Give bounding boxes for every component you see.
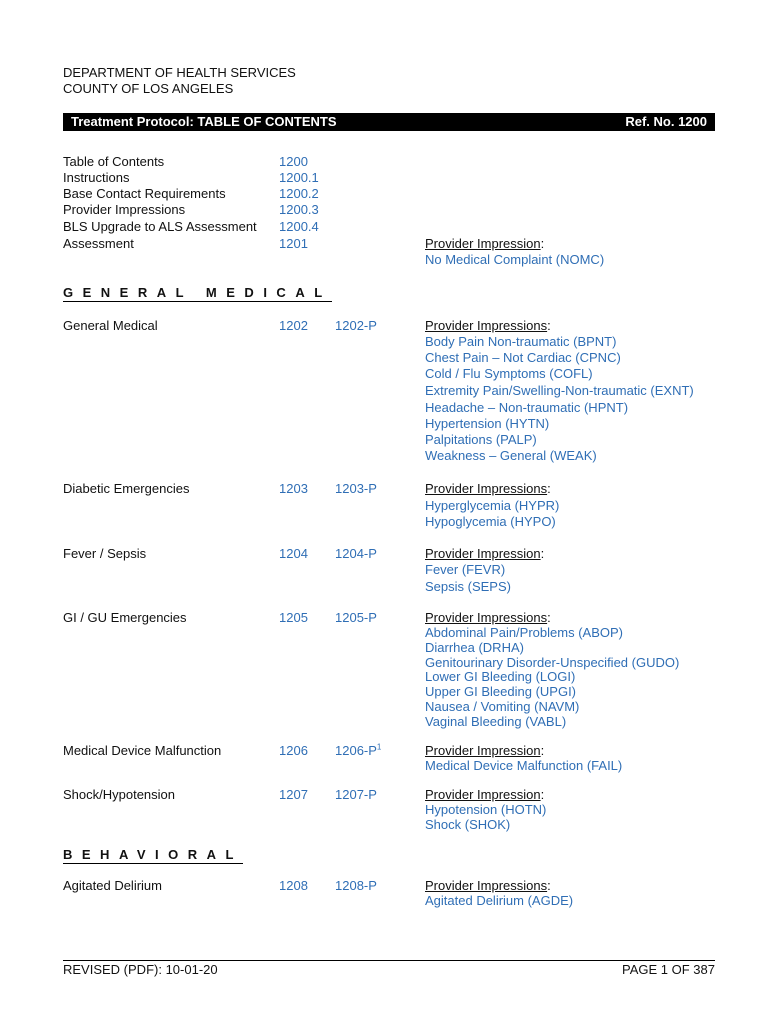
intro-ref-link[interactable]: 1200.4 [279,219,319,234]
department-name: DEPARTMENT OF HEALTH SERVICES [63,65,296,80]
provider-impression-heading: Provider Impressions: [425,318,551,333]
title-bar [63,113,715,131]
protocol-label: General Medical [63,318,158,333]
provider-impression-link[interactable]: Genitourinary Disorder-Unspecified (GUDO) [425,655,680,670]
provider-impression-heading: Provider Impression: [425,743,545,758]
provider-impression-link[interactable]: Chest Pain – Not Cardiac (CPNC) [425,350,621,365]
pediatric-ref-link[interactable]: 1203-P [335,481,377,496]
protocol-label: Medical Device Malfunction [63,743,222,758]
provider-impression-heading: Provider Impression: [425,787,545,802]
provider-impression-link[interactable]: Nausea / Vomiting (NAVM) [425,699,580,714]
intro-ref-link[interactable]: 1200 [279,154,308,169]
provider-impression-link[interactable]: Hypotension (HOTN) [425,802,547,817]
provider-impression-link[interactable]: Hypoglycemia (HYPO) [425,514,556,529]
provider-impression-link[interactable]: Agitated Delirium (AGDE) [425,893,574,908]
protocol-ref-link[interactable]: 1205 [279,610,308,625]
protocol-ref-link[interactable]: 1207 [279,787,308,802]
provider-impression-link[interactable]: Extremity Pain/Swelling-Non-traumatic (EXNT) [425,383,694,398]
intro-label: Base Contact Requirements [63,186,226,201]
provider-impression-heading: Provider Impressions: [425,610,551,625]
intro-label: Instructions [63,170,130,185]
intro-ref-link[interactable]: 1200.3 [279,202,319,217]
pediatric-ref-link[interactable]: $1206-P^1$ [335,742,382,758]
intro-ref-link[interactable]: 1201 [279,236,308,251]
pediatric-ref-link[interactable]: 1205-P [335,610,377,625]
county-name: COUNTY OF LOS ANGELES [63,81,234,96]
protocol-ref-link[interactable]: 1206 [279,743,308,758]
provider-impression-heading: Provider Impression: [425,546,545,561]
provider-impression-link[interactable]: Lower GI Bleeding (LOGI) [425,669,576,684]
provider-impression-link[interactable]: Palpitations (PALP) [425,432,537,447]
protocol-ref-link[interactable]: 1204 [279,546,308,561]
provider-impression-link[interactable]: Diarrhea (DRHA) [425,640,524,655]
protocol-label: Agitated Delirium [63,878,162,893]
provider-impression-link[interactable]: Hyperglycemia (HYPR) [425,498,560,513]
pediatric-ref-link[interactable]: 1207-P [335,787,377,802]
document-title: Treatment Protocol: TABLE OF CONTENTS [71,114,337,129]
provider-impression-heading: Provider Impression: [425,236,545,251]
reference-number: Ref. No. 1200 [625,114,707,129]
provider-impression-heading: Provider Impressions: [425,878,551,893]
provider-impression-link[interactable]: Upper GI Bleeding (UPGI) [425,684,577,699]
protocol-ref-link[interactable]: 1203 [279,481,308,496]
provider-impression-link[interactable]: Headache – Non-traumatic (HPNT) [425,400,629,415]
footer-divider [63,960,715,961]
provider-impression-link[interactable]: Abdominal Pain/Problems (ABOP) [425,625,623,640]
provider-impression-link[interactable]: Weakness – General (WEAK) [425,448,597,463]
protocol-label: Shock/Hypotension [63,787,176,802]
provider-impression-link[interactable]: Hypertension (HYTN) [425,416,550,431]
intro-label: Provider Impressions [63,202,186,217]
protocol-ref-link[interactable]: 1208 [279,878,308,893]
provider-impression-link[interactable]: Body Pain Non-traumatic (BPNT) [425,334,617,349]
provider-impression-link[interactable]: Cold / Flu Symptoms (COFL) [425,366,593,381]
page-number: PAGE 1 OF 387 [622,962,715,977]
provider-impression-link[interactable]: Fever (FEVR) [425,562,506,577]
section-heading-behavioral: BEHAVIORAL [63,847,243,862]
pediatric-ref-link[interactable]: 1202-P [335,318,377,333]
protocol-label: Diabetic Emergencies [63,481,190,496]
intro-label: Table of Contents [63,154,165,169]
provider-impression-link[interactable]: Sepsis (SEPS) [425,579,511,594]
intro-label: BLS Upgrade to ALS Assessment [63,219,257,234]
pediatric-ref-link[interactable]: 1208-P [335,878,377,893]
intro-ref-link[interactable]: 1200.2 [279,186,319,201]
provider-impression-link[interactable]: No Medical Complaint (NOMC) [425,252,605,267]
pediatric-ref-link[interactable]: 1204-P [335,546,377,561]
intro-label: Assessment [63,236,134,251]
section-heading-general-medical: GENERAL MEDICAL [63,285,332,300]
footnote-marker: 1 [376,742,382,752]
protocol-label: GI / GU Emergencies [63,610,187,625]
provider-impression-link[interactable]: Vaginal Bleeding (VABL) [425,714,567,729]
provider-impression-link[interactable]: Shock (SHOK) [425,817,511,832]
protocol-ref-link[interactable]: 1202 [279,318,308,333]
provider-impression-link[interactable]: Medical Device Malfunction (FAIL) [425,758,623,773]
intro-ref-link[interactable]: 1200.1 [279,170,319,185]
provider-impression-heading: Provider Impressions: [425,481,551,496]
revision-date: REVISED (PDF): 10-01-20 [63,962,218,977]
protocol-label: Fever / Sepsis [63,546,147,561]
